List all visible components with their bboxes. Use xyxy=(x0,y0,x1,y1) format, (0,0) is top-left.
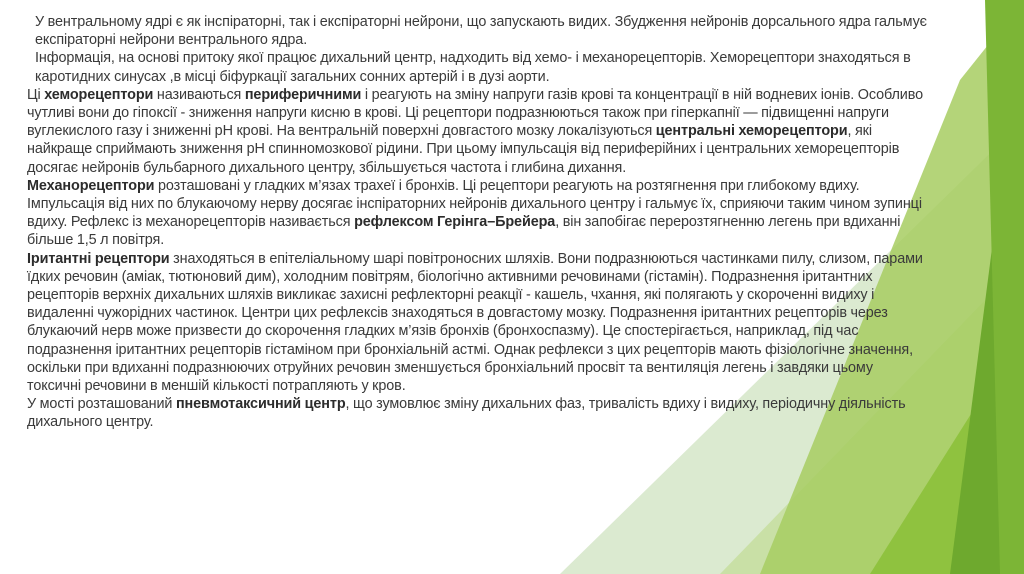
paragraph-6 xyxy=(27,395,927,431)
paragraph-5 xyxy=(27,250,927,396)
paragraph-3 xyxy=(27,86,927,177)
term-chemoreceptors: хеморецептори xyxy=(44,86,154,103)
paragraph-4 xyxy=(27,177,927,250)
p3-text-a: Ці xyxy=(27,86,45,103)
slide-text-body xyxy=(27,13,927,568)
term-irritant-receptors: Іритантні рецептори xyxy=(27,250,170,267)
paragraph-2-text: Інформація, на основі притоку якої працює дихальний центр, надходить від хемо- і механорецепторів. Хеморецептори знаходяться в каротидних синусах ,в місці біфуркації загальних сонних артерій і в дузі аорти. xyxy=(35,50,911,85)
paragraph-1 xyxy=(27,13,927,49)
p3-text-d: , які найкраще сприймають зниження рН спинномозкової рідини. При цьому імпульсація від периферійних і центральних хеморецепторів досягає нейронів бульбарного дихального центру, збільшується частота і глибина дихання. xyxy=(27,123,900,176)
p5-text: знаходяться в епітеліальному шарі повітроносних шляхів. Вони подразнюються частинками пилу, слизом, парами їдких речовин (аміак, тютюновий дим), холодним повітрям, біологічно активними речовинами (гістамін). Подразнення іритантних рецепторів верхніх дихальних шляхів викликає захисні рефлекторні реакції - кашель, чхання, які полягають у скороченні видиху і видаленні чужорідних частинок. Центри цих рефлексів знаходяться в довгастому мозку. Подразнення іритантних рецепторів через блукаючий нерв може призвести до скорочення гладких м’язів бронхів (бронхоспазму). Це спостерігається, наприклад, під час подразнення іритантних рецепторів гістаміном при бронхіальній астмі. Однак рефлекси з цих рецепторів мають фізіологічне значення, оскільки при вдиханні подразнюючих отруйних речовин зменшується бронхіальний просвіт та вентиляція легень і завдяки цьому токсичні речовини в меншій кількості потрапляють у кров. xyxy=(27,250,923,395)
term-hering-breuer-reflex: рефлексом Герінга–Брейера xyxy=(354,214,556,231)
p4-text-b: , він запобігає перерозтягненню легень при вдиханні більше 1,5 л повітря. xyxy=(27,214,901,249)
p6-text-b: , що зумовлює зміну дихальних фаз, тривалість вдиху і видиху, періодичну діяльність дихального центру. xyxy=(27,396,906,431)
term-central-chemoreceptors: центральні хеморецептори xyxy=(655,123,848,140)
p3-text-c: і реагують на зміну напруги газів крові та концентрації в ній водневих іонів. Особливо чутливі вони до гіпоксії - зниження напруги кисню в крові. Ці рецептори подразнюються також при гіперкапнії — підвищенні напруги вуглекислого газу і зниженні рН крові. На вентральній поверхні довгастого мозку локалізуються xyxy=(27,86,924,140)
term-mechanoreceptors: Механорецептори xyxy=(27,177,155,194)
paragraph-2 xyxy=(27,49,927,85)
p3-text-b: називаються xyxy=(153,86,245,103)
p4-text-a: розташовані у гладких м’язах трахеї і бронхів. Ці рецептори реагують на розтягнення при глибокому вдиху. Імпульсація від них по блукаючому нерву досягає інспіраторних нейронів дихального центру і гальмує їх, сприяючи таким чином зупинці вдиху. Рефлекс із механорецепторів називається xyxy=(27,177,922,231)
paragraph-1-text: У вентральному ядрі є як інспіраторні, так і експіраторні нейрони, що запускають видих. Збудження нейронів дорсального ядра гальмує експіраторні нейрони вентрального ядра. xyxy=(35,14,927,49)
term-peripheral: периферичними xyxy=(244,86,362,103)
p6-text-a: У мості розташований xyxy=(27,396,176,413)
term-pneumotaxic-center: пневмотаксичний центр xyxy=(175,396,346,413)
